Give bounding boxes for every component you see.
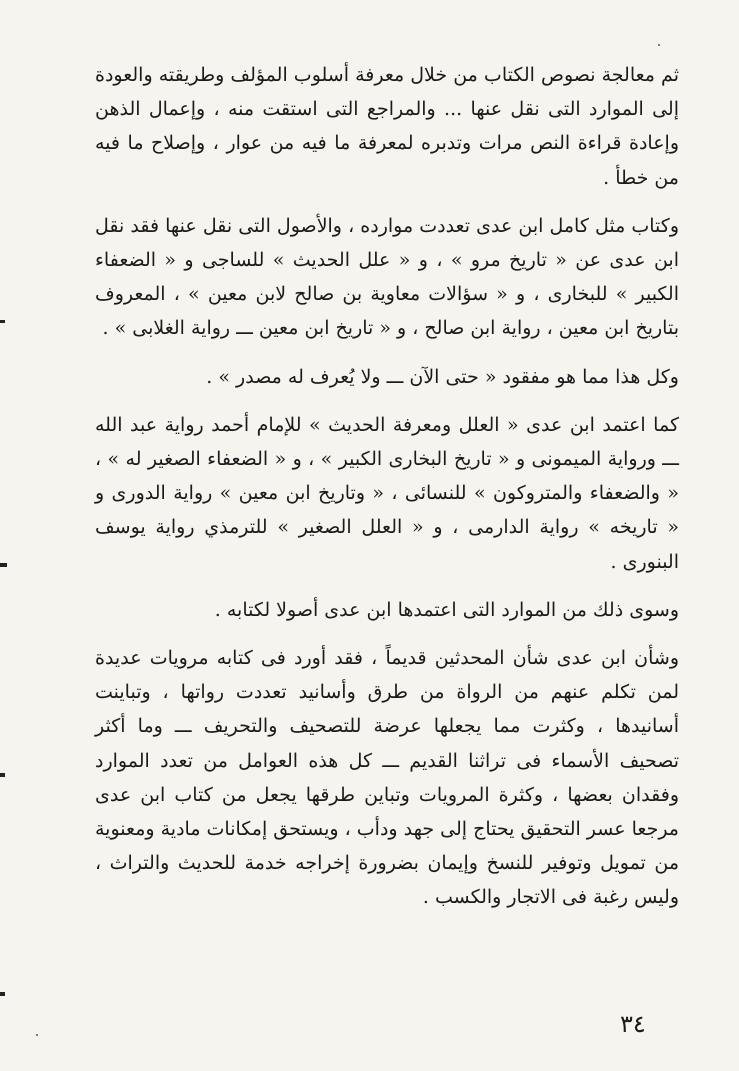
paragraph-4: كما اعتمد ابن عدى « العلل ومعرفة الحديث » للإمام أحمد رواية عبد الله ـــ ورواية الميمونى و « تاريخ البخارى الكبير » ، و « الضعفاء الصغير له » ، « والضعفاء والمتروكون » للنسائى ، « وتاريخ ابن معين » رواية الدورى و « تاريخه » رواية الدارمى ، و « العلل الصغير » للترمذي رواية يوسف البنورى . [95, 413, 679, 573]
paragraph-1: ثم معالجة نصوص الكتاب من خلال معرفة أسلوب المؤلف وطريقته والعودة إلى الموارد التى نقل عنها ... والمراجع التى استقت منه ، وإعمال الذهن وإعادة قراءة النص مرات وتدبره لمعرفة ما فيه من عوار ، وإصلاح ما فيه من خطأ . [95, 64, 679, 189]
page-body [95, 58, 679, 929]
scan-edge-mark [0, 773, 5, 777]
paragraph-3: وكل هذا مما هو مفقود « حتى الآن ـــ ولا يُعرف له مصدر » . [206, 365, 679, 388]
paragraph-5: وسوى ذلك من الموارد التى اعتمدها ابن عدى أصولا لكتابه . [214, 598, 679, 621]
paragraph-2: وكتاب مثل كامل ابن عدى تعددت موارده ، والأصول التى نقل عنها فقد نقل ابن عدى عن « تاريخ مرو » ، و « علل الحديث » للساجى و « الضعفاء الكبير » للبخارى ، و « سؤالات معاوية بن صالح لابن معين » ، المعروف بتاريخ ابن معين ، رواية ابن صالح ، و « تاريخ ابن معين ـــ رواية الغلابى » . [95, 214, 679, 340]
scan-edge-mark [0, 320, 5, 323]
scan-edge-mark [0, 563, 7, 567]
scan-speck [658, 44, 660, 46]
scan-edge-mark [0, 992, 5, 996]
paragraph-6: وشأن ابن عدى شأن المحدثين قديماً ، فقد أورد فى كتابه مرويات عديدة لمن تكلم عنهم من الرواة من طرق وأسانيد تعددت رواتها ، وتباينت أسانيدها ، وكثرت مما يجعلها عرضة للتصحيف والتحريف ـــ وما أكثر تصحيف الأسماء فى تراثنا القديم ـــ كل هذه العوامل من تعدد الموارد وفقدان بعضها ، وكثرة المرويات وتباين طرقها يجعل من كتاب ابن عدى مرجعا عسر التحقيق يحتاج إلى جهد ودأب ، ويستحق إمكانات مادية ومعنوية من تمويل وتوفير للنسخ وإيمان بضرورة إخراجه خدمة للحديث والتراث ، وليس رغبة فى الاتجار والكسب . [95, 647, 679, 909]
scan-speck [36, 1034, 38, 1036]
page-number: ٣٤ [620, 1010, 646, 1038]
